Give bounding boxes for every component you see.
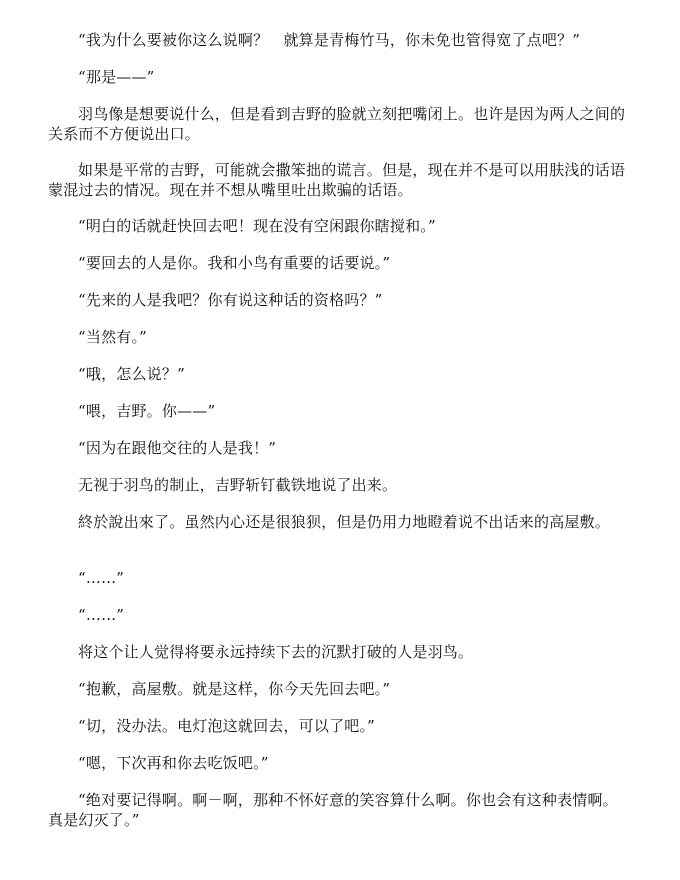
paragraph-18: “切，没办法。电灯泡这就回去，可以了吧。” <box>78 717 376 735</box>
paragraph-10: “喂，吉野。你——” <box>78 402 216 420</box>
paragraph-7: “先来的人是我吧？你有说这种话的资格吗？” <box>78 291 383 309</box>
paragraph-5: “明白的话就赶快回去吧！现在没有空闲跟你瞎搅和。” <box>78 217 436 235</box>
paragraph-14: “……” <box>78 569 125 587</box>
paragraph-19: “嗯，下次再和你去吃饭吧。” <box>78 754 269 772</box>
paragraph-4: 如果是平常的吉野，可能就会撒笨拙的谎言。但是，现在并不是可以用肤浅的话语蒙混过去的情况。现在并不想从嘴里吐出欺骗的话语。 <box>48 161 626 199</box>
paragraph-16: 将这个让人觉得将要永远持续下去的沉默打破的人是羽鸟。 <box>78 643 474 661</box>
paragraph-11: “因为在跟他交往的人是我！” <box>78 439 277 457</box>
paragraph-3: 羽鸟像是想要说什么，但是看到吉野的脸就立刻把嘴闭上。也许是因为两人之间的关系而不方便说出口。 <box>48 105 626 143</box>
paragraph-9: “哦，怎么说？” <box>78 365 185 383</box>
paragraph-6: “要回去的人是你。我和小鸟有重要的话要说。” <box>78 254 391 272</box>
paragraph-20: “绝对要记得啊。啊－啊，那种不怀好意的笑容算什么啊。你也会有这种表情啊。真是幻灭了。” <box>48 791 618 829</box>
paragraph-17: “抱歉，高屋敷。就是这样，你今天先回去吧。” <box>78 680 391 698</box>
paragraph-13: 終於說出來了。虽然内心还是很狼狈，但是仍用力地瞪着说不出话来的高屋敷。 <box>78 513 611 531</box>
paragraph-2: “那是——” <box>78 68 155 86</box>
paragraph-12: 无视于羽鸟的制止，吉野斩钉截铁地说了出来。 <box>78 476 398 494</box>
paragraph-15: “……” <box>78 606 125 624</box>
paragraph-1: “我为什么要被你这么说啊？ 就算是青梅竹马，你未免也管得宽了点吧？” <box>78 31 581 49</box>
paragraph-8: “当然有。” <box>78 328 148 346</box>
